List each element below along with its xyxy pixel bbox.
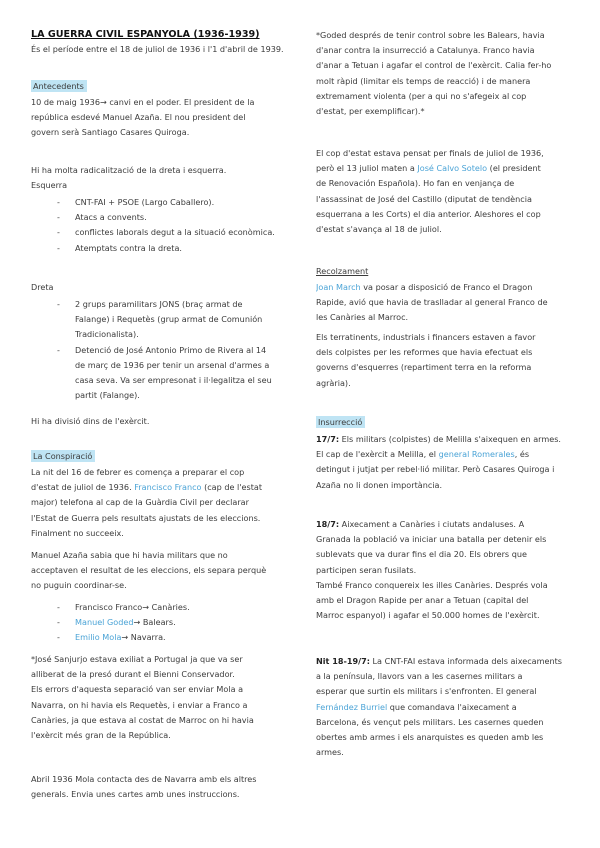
conspiracio-paragraph-4: Abril 1936 Mola contacta des de Navarra amb els altres generals. Envia unes cartes amb unes instruccions. (31, 774, 257, 800)
conspiracio-paragraph-2: Manuel Azaña sabia que hi havia militars que no acceptaven el resultat de les eleccions, els separa perquè no puguin coordinar-se. (31, 550, 267, 591)
radicalization-paragraph: Hi ha molta radicalització de la dreta i esquerra. Esquerra (31, 165, 227, 191)
recolzament-paragraph-1: Joan March va posar a disposició de Franco el Dragon Rapide, avió que havia de traslladar al general Franco de les Canàries al Marroc. (316, 282, 548, 323)
list-item: - Atemptats contra la dreta. (57, 241, 289, 256)
goded-paragraph: *Goded després de tenir control sobre les Balears, havia d'anar contra la insurrecció a Catalunya. Franco havia d'anar a Tetuan i agafar el control de l'exèrcit. Calia fer-ho molt ràpid (limitar els temps de reacció) i de manera extremament violenta (per a qui no s'afegeix al cop d'estat, per exemplificar).* (316, 30, 552, 116)
list-item: - conflictes laborals degut a la situació econòmica. (57, 225, 289, 240)
recolzament-paragraph-2: Els terratinents, industrials i financers estaven a favor dels colpistes per les reformes que havia efectuat els governs d'esquerres (repartiment terra en la reforma agrària). (316, 332, 536, 388)
section-heading-recolzament: Recolzament (316, 266, 369, 276)
esquerra-list (31, 195, 289, 256)
date-label: 17/7: (316, 434, 340, 444)
list-item: - Detenció de José Antonio Primo de Rivera al 14 de març de 1936 per tenir un arsenal d'armes a casa seva. Va ser empresonat i il·legalitza el seu partit (Falange). (57, 343, 289, 404)
highlighted-name: Francisco Franco (134, 482, 202, 493)
date-label: Nit 18-19/7: (316, 656, 370, 666)
insurreccio-17-7: 17/7: Els militars (colpistes) de Melilla s'aixequen en armes. El cap de l'exèrcit a Melilla, el general Romerales, és detingut i jutjat per rebel·lió militar. Però Casares Quiroga i Azaña no li donen importància. (316, 434, 561, 490)
section-heading-conspiracio: La Conspiració (31, 449, 289, 464)
conspiracio-paragraph-3: *José Sanjurjo estava exiliat a Portugal ja que va ser alliberat de la presó durant el Bienni Conservador. Els errors d'aquesta separació van ser enviar Mola a Navarra, on hi havia els Requetès, i enviar a Franco a Canàries, ja que estava al costat de Marroc on hi havia l'exèrcit més gran de la República. (31, 654, 254, 740)
conspiracio-paragraph-1: La nit del 16 de febrer es comença a preparar el cop d'estat de juliol de 1936. Francisco Franco (cap de l'estat major) telefona al cap de la Guàrdia Civil per declarar l'Estat de Guerra pels resultats ajustats de les eleccions. Finalment no succeeix. (31, 467, 263, 538)
dreta-label: Dreta (31, 282, 54, 292)
insurreccio-18-7: 18/7: Aixecament a Canàries i ciutats andaluses. A Granada la població va iniciar una batalla per detenir els sublevats que va durar fins el dia 20. Els obrers que participen seran fusilats. També Franco conquereix les illes Canàries. Després vola amb el Dragon Rapide per anar a Tetuan (capital del Marroc espanyol) i agafar el 50.000 homes de l'exèrcit. (316, 519, 548, 621)
dreta-list (31, 297, 289, 403)
list-item: - Atacs a convents. (57, 210, 289, 225)
antecedents-paragraph: 10 de maig 1936→ canvi en el poder. El president de la república esdevé Manuel Azaña. El nou president del govern serà Santiago Casares Quiroga. (31, 97, 255, 138)
list-item: - Francisco Franco→ Canàries. (57, 600, 289, 615)
section-heading-insurreccio: Insurrecció (316, 415, 570, 430)
list-item: - CNT-FAI + PSOE (Largo Caballero). (57, 195, 289, 210)
list-item: - Manuel Goded→ Balears. (57, 615, 289, 630)
generals-list (31, 600, 289, 646)
intro-text: És el període entre el 18 de juliol de 1936 i l'1 d'abril de 1939. (31, 44, 284, 54)
highlighted-name: Joan March (316, 282, 361, 292)
list-item: - 2 grups paramilitars JONS (braç armat de Falange) i Requetès (grup armat de Comunión Tradicionalista). (57, 297, 289, 343)
page-title: LA GUERRA CIVIL ESPANYOLA (1936-1939) (31, 29, 260, 40)
highlighted-name: José Calvo Sotelo (417, 163, 488, 174)
section-heading-antecedents: Antecedents (31, 79, 289, 94)
insurreccio-nit-18-19-7: Nit 18-19/7: La CNT-FAI estava informada dels aixecaments a la península, llavors van a les casernes militars a esperar que surtin els militars i s'enfronten. El general Fernández Burriel que comandava l'aixecament a Barcelona, és vençut pels militars. Les casernes queden obertes amb armes i els anarquistes es queden amb les armes. (316, 656, 563, 758)
highlighted-name: general Romerales (438, 449, 515, 460)
list-item: - Emilio Mola→ Navarra. (57, 630, 289, 645)
highlighted-name: Fernández Burriel (316, 701, 388, 712)
date-label: 18/7: (316, 519, 340, 529)
coup-plan-paragraph: El cop d'estat estava pensat per finals de juliol de 1936, però el 13 juliol maten a José Calvo Sotelo (el president de Renovación Española). Ho fan en venjança de l'assassinat de José del Castillo (diputat de tendència esquerrana a les Corts) el dia anterior. Aleshores el cop d'estat s'avança al 18 de juliol. (316, 148, 544, 234)
army-division-text: Hi ha divisió dins de l'exèrcit. (31, 416, 150, 426)
